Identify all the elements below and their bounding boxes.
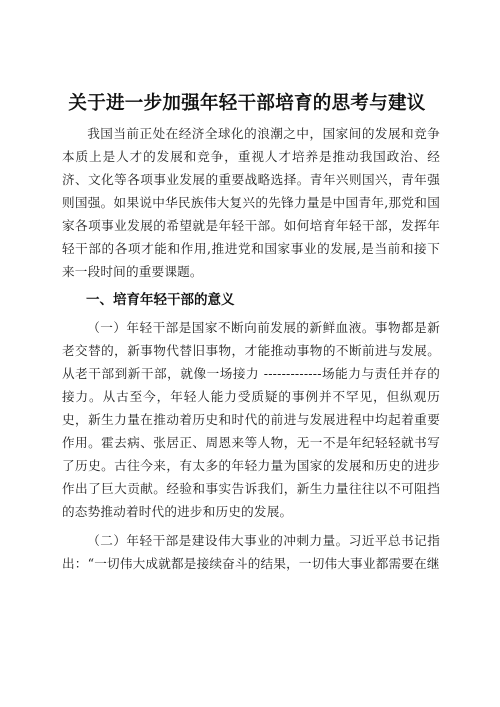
intro-paragraph: 我国当前正处在经济全球化的浪潮之中，国家间的发展和竞争本质上是人才的发展和竞争，重视人才培养是推动我国政治、经济、文化等各项事业发展的重要战略选择。青年兴则国兴，青年强则国强。如果说中华民族伟大复兴的先锋力量是中国青年,那党和国家各项事业发展的希望就是年轻干部。如何培育年轻干部，发挥年轻干部的各项才能和作用,推进党和国家事业的发展,是当前和接下来一段时间的重要课题。 xyxy=(62,126,440,279)
document-title: 关于进一步加强年轻干部培育的思考与建议 xyxy=(68,93,426,114)
paragraph-1: （一）年轻干部是国家不断向前发展的新鲜血液。事物都是新老交替的，新事物代替旧事物，才能推动事物的不断前进与发展。从老干部到新干部，就像一场接力 -------------场能力与责任并存的接力。从古至今，年轻人能力受质疑的事例并不罕见，但纵观历史，新生力量在推动着历史和时代的前进与发展进程中均起着重要作用。霍去病、张居正、周恩来等人物，无一不是年纪轻轻就书写了历史。古往今来，有太多的年轻力量为国家的发展和历史的进步作出了巨大贡献。经验和事实告诉我们，新生力量往往以不可阻挡的态势推动着时代的进步和历史的发展。 xyxy=(62,320,440,519)
section-heading: 一、培育年轻干部的意义 xyxy=(86,292,235,308)
paragraph-2: （二）年轻干部是建设伟大事业的冲刺力量。习近平总书记指出：“一切伟大成就都是接续奋斗的结果，一切伟大事业都需要在继 xyxy=(62,533,440,571)
